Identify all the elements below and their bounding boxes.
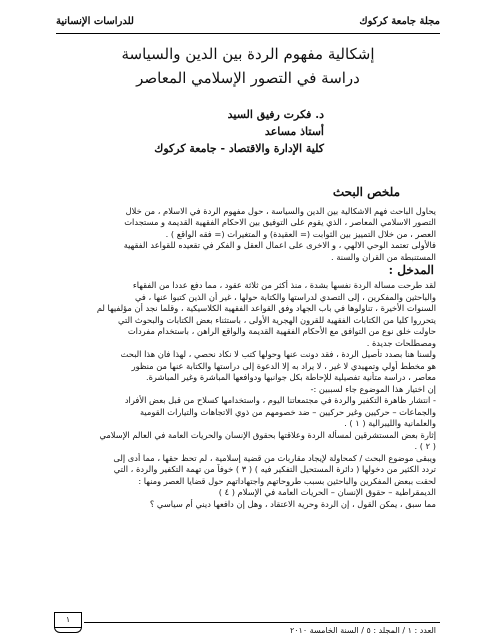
text-line: ( ٢ ) . bbox=[414, 441, 436, 451]
text-line: لحقت ببعض المفكرين والباحثين بسبب طروحاتهم واجتهاداتهم حول قضايا العصر ومنها : bbox=[138, 475, 436, 486]
author-rank: أستاذ مساعد bbox=[264, 125, 324, 138]
running-header bbox=[56, 12, 440, 30]
abstract-heading: ملخص البحث bbox=[332, 185, 400, 199]
abstract-line: فالأولى تعتمد الوحي الالهي ، و الاخرى على اعمال العقل و الفكر في تقعيده للقواعد الفقهية bbox=[123, 240, 436, 251]
article-title bbox=[60, 42, 436, 90]
intro-heading: المدخل : bbox=[388, 263, 434, 277]
author-affiliation: كلية الإدارة والاقتصاد - جامعة كركوك bbox=[154, 142, 324, 155]
text-line: حاولت خلق نوع من التوافق مع الأحكام الفقهية القديمة والواقع الراهن ، باستخدام مفردات bbox=[127, 326, 436, 336]
author-name: د. فكرت رفيق السيد bbox=[227, 108, 324, 121]
text-line: معاصر ، دراسة متأنية تفصيلية للإحاطة بكل جوانبها ودوافعها المباشرة وغير المباشرة. bbox=[145, 372, 436, 382]
intro-paragraph-5 bbox=[52, 453, 436, 511]
intro-paragraph-3 bbox=[52, 384, 436, 430]
intro-body bbox=[52, 280, 436, 510]
text-line: والباحثين والمفكرين ، إلى التصدي لدراستها والكتابة حولها ، غير أن الذين كتبوا عنها ، في bbox=[134, 291, 436, 302]
abstract-line: المستنبطة من القران والسنة . bbox=[331, 251, 436, 262]
abstract-line: العصر ، من خلال التمييز بين الثوابت (= العقيدة) و المتغيرات (= فقه الواقع ) . bbox=[165, 228, 436, 239]
text-line: لقد طرحت مسالة الردة نفسها بشدة ، منذ أكثر من ثلاثة عقود ، مما دفع عددا من الفقهاء bbox=[132, 280, 436, 290]
journal-name: مجلة جامعة كركوك bbox=[359, 15, 440, 27]
footer-divider bbox=[84, 622, 440, 623]
text-line: يتحرروا كليا من الكتابات الفقهية للقرون الهجرية الأولى ، باستثناء بعض الكتابات والبحوث التي bbox=[118, 314, 436, 325]
text-line: إثارة بعض المستشرقين لمسألة الردة وعلاقتها بحقوق الإنسان والحريات العامة في العالم الإسلامي bbox=[99, 429, 436, 440]
text-line: إن اختيار هذا الموضوع جاء لسببين :- bbox=[310, 383, 436, 394]
title-line-1: إشكالية مفهوم الردة بين الدين والسياسة bbox=[121, 45, 375, 63]
header-divider bbox=[56, 33, 440, 34]
journal-series: للدراسات الإنسانية bbox=[56, 15, 134, 27]
text-line: ولسنا هنا بصدد تأصيل الردة ، فقد دونت عنها وحولها كتب لا نكاد نحصي ، لهذا فان هذا البحث bbox=[120, 349, 436, 359]
text-line: هو مخطط أولي وتمهيدي لا غير ، لا يراد به إلا الدعوة إلى دراستها والكتابة عنها من منظور bbox=[131, 360, 436, 371]
page-number-scroll-ornament bbox=[54, 626, 82, 633]
author-info bbox=[154, 106, 324, 157]
text-line: - انتشار ظاهرة التكفير والردة في مجتمعاتنا اليوم ، واستخدامها كسلاح من قبل بعض الأفراد bbox=[124, 395, 436, 405]
page-number: ١ bbox=[54, 612, 82, 628]
intro-paragraph-2 bbox=[52, 349, 436, 384]
abstract-line: التصور الاسلامي المعاصر ، الذي يقوم على التوفيق بين الاحكام الفقهية القديمة و مستجدات bbox=[124, 217, 436, 228]
abstract-line: يحاول الباحث فهم الاشكالية بين الدين والسياسة ، حول مفهوم الردة في الاسلام ، من خلال bbox=[125, 206, 436, 216]
text-line: ويبقى موضوع البحث / كمحاولة لإيجاد مقاربات من قضية إسلامية ، لم تحظ حقها ، مما أدى إلى bbox=[113, 452, 436, 463]
text-line: مما سبق ، يمكن القول ، إن الردة وحرية الاعتقاد ، وهل إن دافعها ديني أم سياسي ؟ bbox=[149, 498, 436, 509]
text-line: والجماعات – حركيين وغير حركيين – ضد خصومهم من ذوي الاتجاهات والتيارات القومية bbox=[139, 406, 436, 417]
title-line-2: دراسة في التصور الإسلامي المعاصر bbox=[136, 69, 360, 87]
abstract-body bbox=[52, 206, 436, 263]
text-line: السنوات الأخيرة ، تناولوها في باب الجهاد وفق القواعد الفقهية الكلاسيكية ، وقلما نجد أن مؤلفيها لم bbox=[96, 303, 436, 313]
intro-paragraph-1 bbox=[52, 280, 436, 349]
intro-paragraph-4 bbox=[52, 430, 436, 453]
text-line: والعلمانية والليبرالية ( ١ ) . bbox=[344, 418, 436, 428]
text-line: الديمقراطية – حقوق الإنسان – الحريات العامة في الإسلام ( ٤ ) bbox=[218, 487, 436, 497]
text-line: تردد الكثير من دخولها ( دائرة المستحيل التفكير فيه ) ( ٣ ) خوفاً من تهمة التكفير والردة ، التي bbox=[113, 464, 436, 474]
issue-info: العدد : ١ / المجلد : ٥ / السنة الخامسة ٢٠١٠ bbox=[289, 626, 436, 635]
text-line: ومصطلحات جديدة . bbox=[366, 337, 436, 348]
